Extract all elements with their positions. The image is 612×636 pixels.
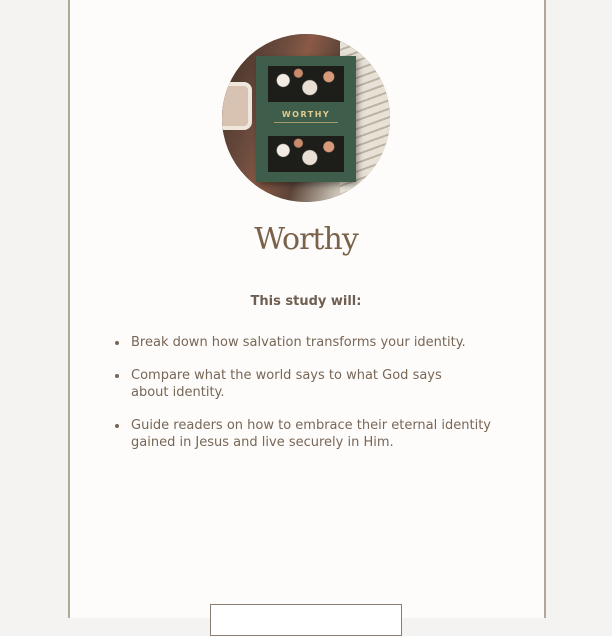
list-item: Guide readers on how to embrace their eternal identity gained in Jesus and live securely in Him.: [113, 417, 513, 451]
book-cover: [256, 56, 356, 182]
bullet-icon: [115, 374, 119, 378]
study-intro: This study will:: [250, 294, 362, 309]
action-button[interactable]: [210, 604, 402, 636]
list-item: Compare what the world says to what God says about identity.: [113, 367, 461, 401]
bullet-icon: [115, 341, 119, 345]
bullet-icon: [115, 424, 119, 428]
product-title: Worthy: [254, 222, 358, 257]
list-item: Break down how salvation transforms your identity.: [113, 334, 513, 351]
product-image: [222, 34, 390, 202]
mug: [222, 82, 252, 130]
benefits-list: [113, 334, 513, 467]
cover-title: WORTHY: [281, 110, 331, 119]
